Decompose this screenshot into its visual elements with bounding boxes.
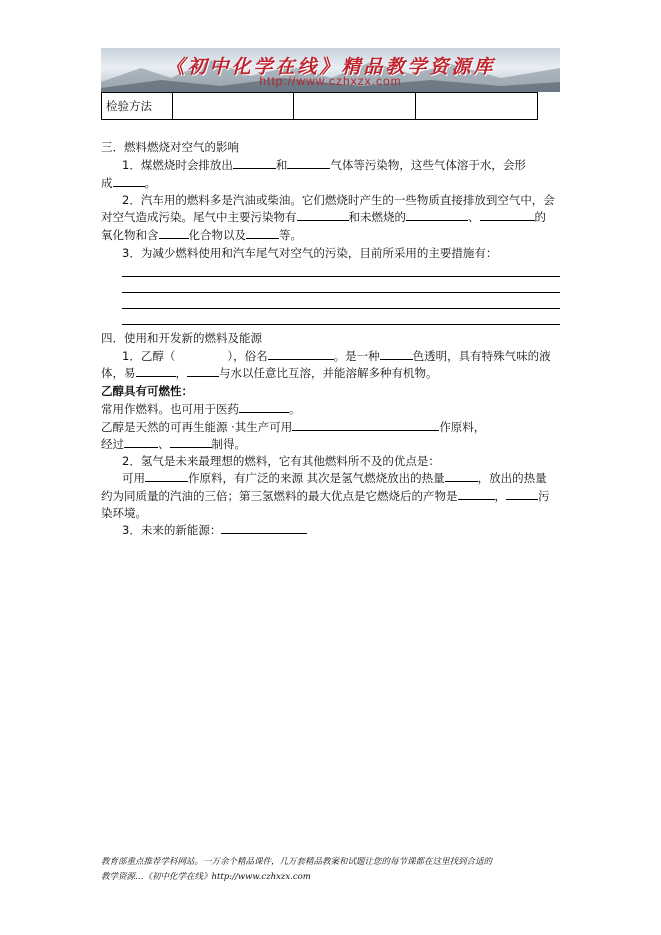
answer-line[interactable] — [122, 324, 560, 325]
table-cell — [173, 93, 294, 120]
fill-blank[interactable] — [221, 522, 307, 534]
fill-blank[interactable] — [268, 348, 334, 360]
fill-blank[interactable] — [136, 365, 176, 377]
table-row — [102, 93, 538, 120]
section3-q1-line1: 1．煤燃烧时会排放出 和 气体等污染物，这些气体溶于水，会形 — [122, 158, 526, 172]
answer-line[interactable] — [122, 308, 560, 309]
banner-url: http://www.czhxzx.com — [259, 74, 402, 88]
footer-line2: 教学资源…《初中化学在线》http://www.czhxzx.com — [101, 872, 311, 882]
section3-heading: 三．燃料燃烧对空气的影响 — [101, 140, 239, 154]
section3-q2-line2: 对空气造成污染。尾气中主要污染物有 和未燃烧的 、 的 — [101, 210, 546, 224]
table-cell — [294, 93, 416, 120]
fill-blank[interactable] — [406, 209, 468, 221]
section3-q2-line3: 氧化物和含 化合物以及 等。 — [101, 228, 302, 242]
fill-blank[interactable] — [458, 488, 495, 500]
fill-blank[interactable] — [480, 209, 535, 221]
ethanol-renewable-line1: 乙醇是天然的可再生能源 ·其生产可用 作原料， — [101, 420, 486, 434]
ethanol-combustibility: 乙醇具有可燃性： — [101, 384, 193, 398]
section4-q3: 3．未来的新能源： — [122, 522, 307, 538]
section3-q1-line2: 成 。 — [101, 176, 156, 190]
table-cell — [416, 93, 538, 120]
test-method-table — [101, 92, 538, 120]
section3-q2-line1: 2．汽车用的燃料多是汽油或柴油。它们燃烧时产生的一些物质直接排放到空气中，会 — [122, 193, 555, 207]
header-banner — [101, 48, 560, 92]
banner-title: 《初中化学在线》精品教学资源库 — [165, 56, 496, 78]
section4-q2-line2: 可用 作原料，有广泛的来源 其次是氢气燃烧放出的热量 ，放出的热量 — [122, 471, 547, 485]
section4-q2-line3: 约为同质量的汽油的三倍；第三氢燃料的最大优点是它燃烧后的产物是 ， 污 — [101, 489, 550, 503]
section3-q3: 3．为减少燃料使用和汽车尾气对空气的污染，目前所采用的主要措施有： — [122, 246, 498, 260]
fill-blank[interactable] — [445, 470, 478, 482]
fill-blank[interactable] — [287, 157, 330, 169]
footer-line1: 教育部重点推荐学科网站。一万余个精品课件，几万套精品教案和试题让您的每节课都在这里找到合适的 — [101, 857, 493, 867]
fill-blank[interactable] — [113, 175, 145, 187]
section4-q1-line1: 1．乙醇（ ），俗名 。是一种 色透明，具有特殊气味的液 — [122, 349, 551, 363]
table-row-label: 检验方法 — [102, 93, 173, 120]
section4-q1-line2: 体，易 ， 与水以任意比互溶，并能溶解多种有机物。 — [101, 366, 438, 380]
answer-line[interactable] — [122, 292, 560, 293]
section4-q2-line4: 染环境。 — [101, 506, 147, 520]
ethanol-renewable-line2: 经过 、 制得。 — [101, 437, 246, 451]
answer-line[interactable] — [122, 276, 560, 277]
fill-blank[interactable] — [233, 157, 276, 169]
fill-blank[interactable] — [170, 436, 212, 448]
ethanol-use: 常用作燃料。也可用于医药 。 — [101, 402, 301, 416]
section4-heading: 四．使用和开发新的燃料及能源 — [101, 331, 262, 345]
fill-blank[interactable] — [506, 488, 538, 500]
fill-blank[interactable] — [246, 227, 279, 239]
fill-blank[interactable] — [124, 436, 158, 448]
fill-blank[interactable] — [292, 419, 439, 431]
fill-blank[interactable] — [380, 348, 413, 360]
fill-blank[interactable] — [187, 365, 219, 377]
fill-blank[interactable] — [159, 227, 189, 239]
fill-blank[interactable] — [145, 470, 188, 482]
section4-q2-line1: 2．氢气是未来最理想的燃料，它有其他燃料所不及的优点是： — [122, 454, 440, 468]
fill-blank[interactable] — [297, 209, 349, 221]
fill-blank[interactable] — [239, 401, 289, 413]
